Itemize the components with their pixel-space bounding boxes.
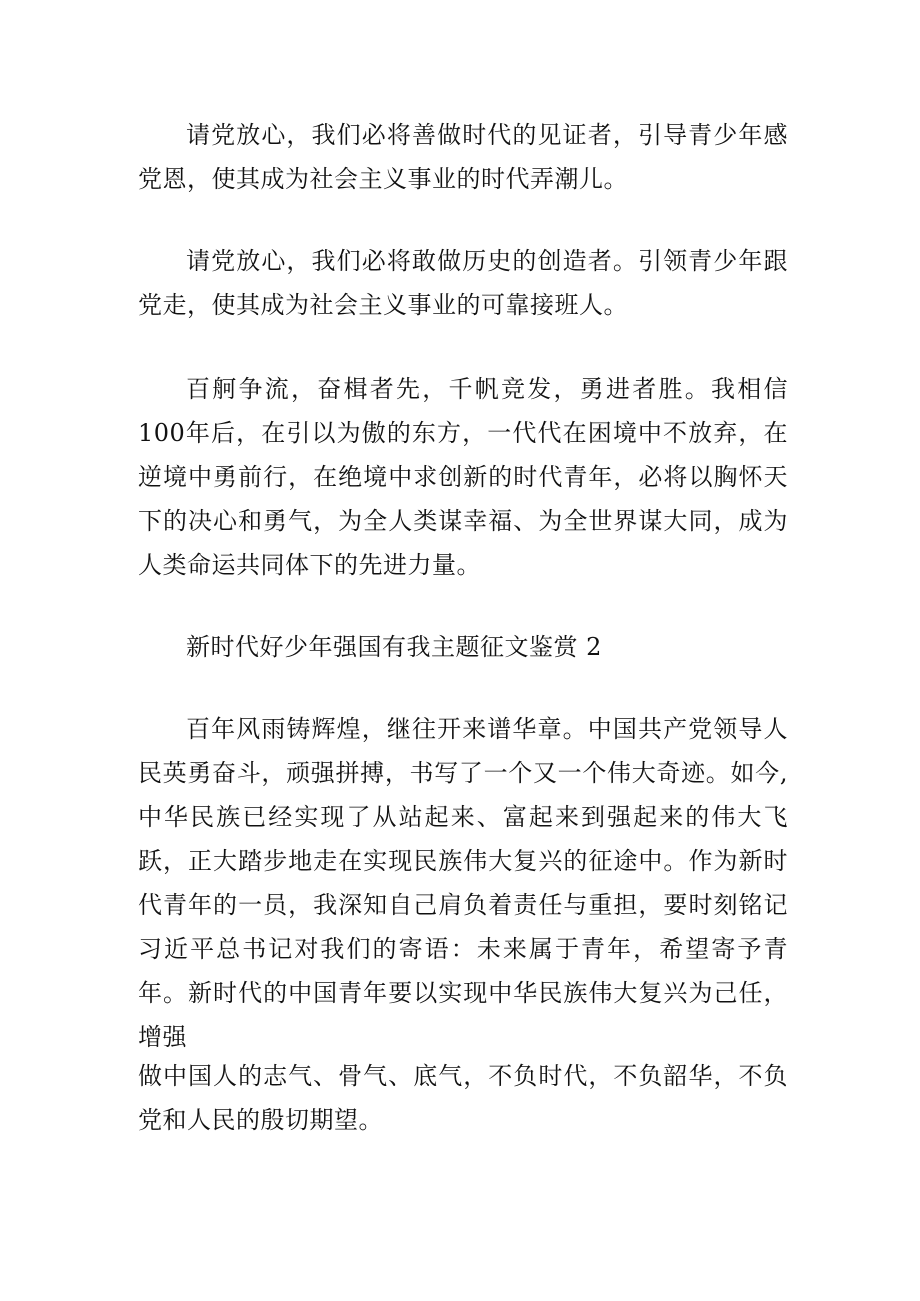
- paragraph-3: 百舸争流，奋楫者先，千帆竞发，勇进者胜。我相信 100年后，在引以为傲的东方，一代代在困境中不放弃，在逆境中勇前行，在绝境中求创新的时代青年，必将以胸怀天下的决心和勇气，为全人类谋幸福、为全世界谋大同，成为人类命运共同体下的先进力量。: [138, 375, 788, 579]
- paragraph-2: 请党放心，我们必将敢做历史的创造者。引领青少年跟党走，使其成为社会主义事业的可靠接班人。: [138, 247, 788, 319]
- paragraph-1: 请党放心，我们必将善做时代的见证者，引导青少年感党恩，使其成为社会主义事业的时代弄潮儿。: [138, 121, 788, 193]
- section-heading: 新时代好少年强国有我主题征文鉴赏 2: [186, 633, 602, 661]
- paragraph-5: 百年风雨铸辉煌，继往开来谱华章。中国共产党领导人民英勇奋斗，顽强拼搏，书写了一个又一个伟大奇迹。如今, 中华民族已经实现了从站起来、富起来到强起来的伟大飞跃，正大踏步地走在实现民族伟大复兴的征途中。作为新时代青年的一员，我深知自己肩负着责任与重担，要时刻铭记习近平总书记对我们的寄语：未来属于青年，希望寄予青年。新时代的中国青年要以实现中华民族伟大复兴为己任，增强: [138, 715, 788, 1051]
- paragraph-6: 做中国人的志气、骨气、底气，不负时代，不负韶华，不负党和人民的殷切期望。: [138, 1062, 788, 1134]
